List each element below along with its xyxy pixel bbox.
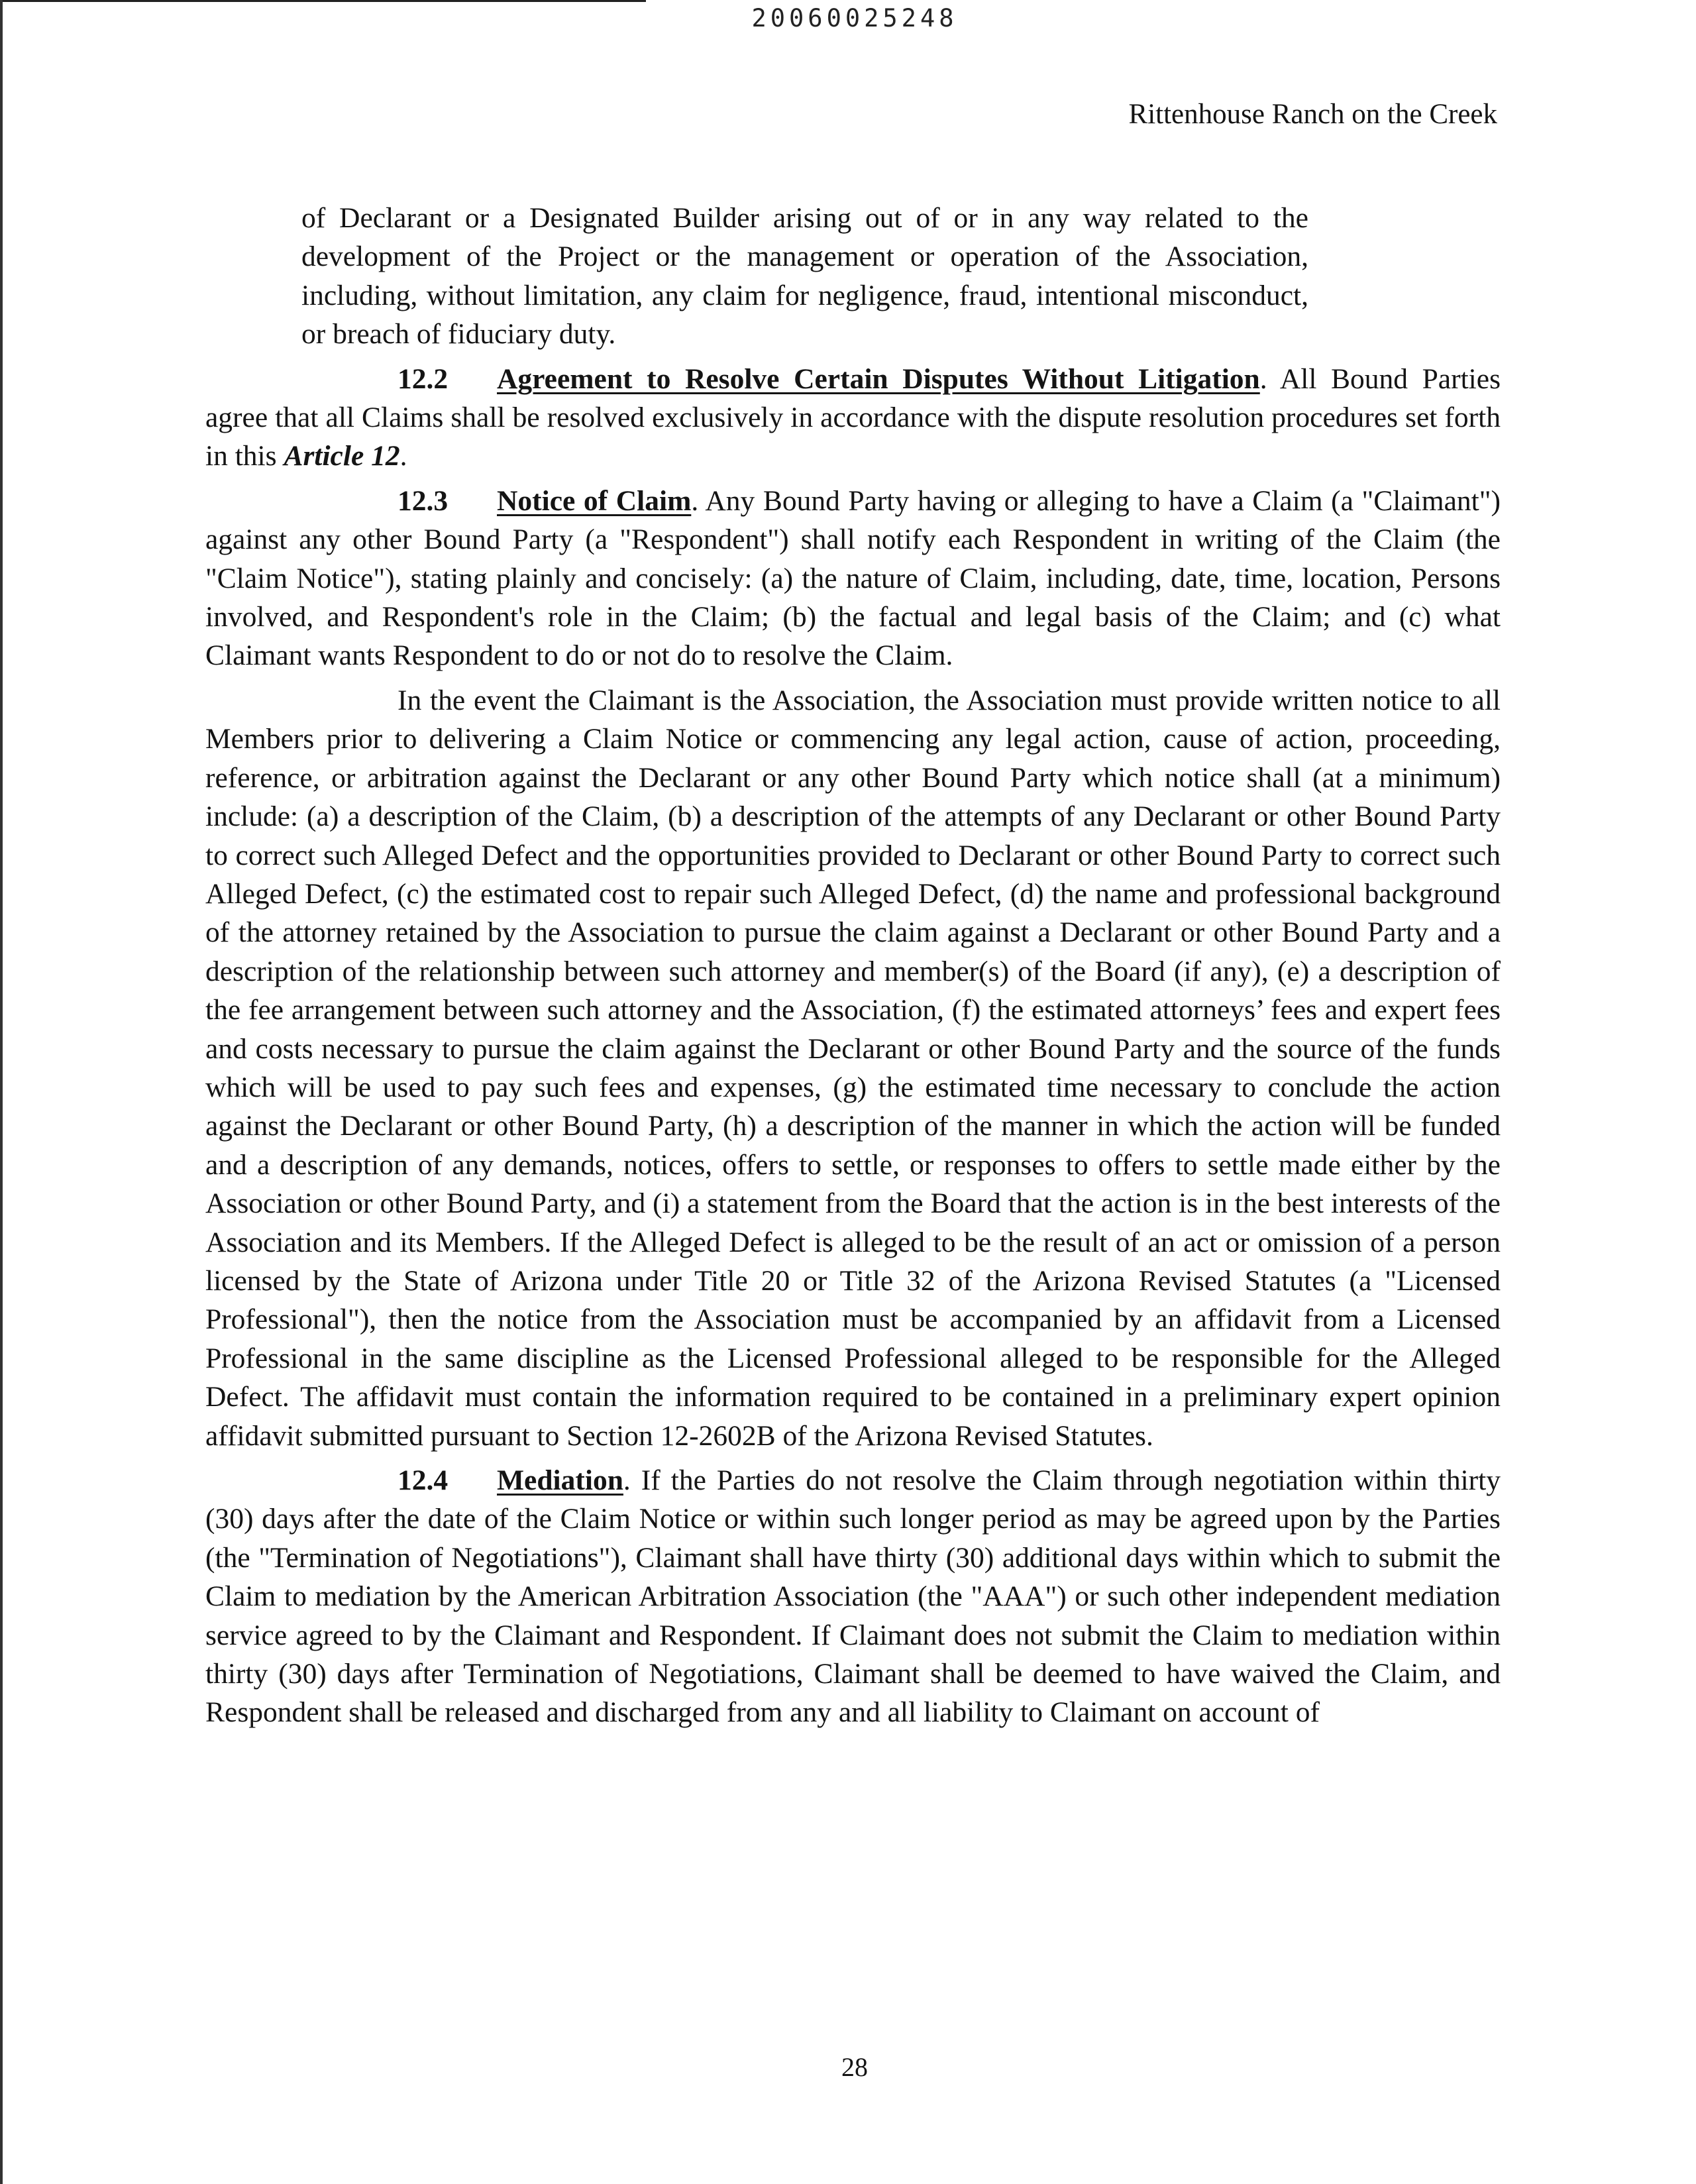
association-paragraph	[205, 681, 1501, 1455]
section-12-4	[205, 1461, 1501, 1732]
continuation-paragraph: of Declarant or a Designated Builder arising out of or in any way related to the development of the Project or the management or operation of the Association, including, without limitation, any claim for negligence, fraud, intentional misconduct, or breach of fiduciary duty.	[301, 202, 1308, 351]
page-number: 28	[841, 2052, 868, 2082]
article-reference: Article 12	[284, 440, 400, 472]
section-12-2	[205, 360, 1501, 476]
scan-edge-left	[0, 0, 3, 2184]
section-text: . All Bound Parties agree that all Claims shall be resolved exclusively in accordance with the dispute resolution procedures set forth in this	[205, 362, 1501, 472]
section-number: 12.3	[398, 484, 449, 517]
section-title: Notice of Claim	[497, 484, 692, 517]
document-body	[205, 199, 1501, 1738]
section-number: 12.2	[398, 362, 449, 395]
section-text: . If the Parties do not resolve the Claim through negotiation within thirty (30) days after the date of the Claim Notice or within such longer period as may be agreed upon by the Parties (the "Termination of Negotiations"), Claimant shall have thirty (30) additional days within which to submit the Claim to mediation by the American Arbitration Association (the "AAA") or such other independent mediation service agreed to by the Claimant and Respondent. If Claimant does not submit the Claim to mediation within thirty (30) days after Termination of Negotiations, Claimant shall be deemed to have waived the Claim, and Respondent shall be released and discharged from any and all liability to Claimant on account of	[205, 1464, 1501, 1729]
document-number: 20060025248	[751, 4, 958, 32]
paragraph-text: In the event the Claimant is the Association, the Association must provide written notice to all Members prior to delivering a Claim Notice or commencing any legal action, cause of action, proceeding, reference, or arbitration against the Declarant or any other Bound Party which notice shall (at a minimum) include: (a) a description of the Claim, (b) a description of the attempts of any Declarant or other Bound Party to correct such Alleged Defect and the opportunities provided to Declarant or other Bound Party to correct such Alleged Defect, (c) the estimated cost to repair such Alleged Defect, (d) the name and professional background of the attorney retained by the Association to pursue the claim against a Declarant or other Bound Party and a description of the relationship between such attorney and member(s) of the Board (if any), (e) a description of the fee arrangement between such attorney and the Association, (f) the estimated attorneys’ fees and expert fees and costs necessary to pursue the claim against the Declarant or other Bound Party and the source of the funds which will be used to pay such fees and expenses, (g) the estimated time necessary to conclude the action against the Declarant or other Bound Party, (h) a description of the manner in which the action will be funded and a description of any demands, notices, offers to settle, or responses to offers to settle made either by the Association or other Bound Party, and (i) a statement from the Board that the action is in the best interests of the Association and its Members. If the Alleged Defect is alleged to be the result of an act or omission of a person licensed by the State of Arizona under Title 20 or Title 32 of the Arizona Revised Statutes (a "Licensed Professional"), then the notice from the Association must be accompanied by an affidavit from a Licensed Professional in the same discipline as the Licensed Professional alleged to be responsible for the Alleged Defect. The affidavit must contain the information required to be contained in a preliminary expert opinion affidavit submitted pursuant to Section 12-2602B of the Arizona Revised Statutes.	[205, 684, 1501, 1452]
section-12-3	[205, 482, 1501, 675]
section-title: Mediation	[497, 1464, 623, 1496]
section-text: . Any Bound Party having or alleging to have a Claim (a "Claimant") against any other Bound Party (a "Respondent") shall notify each Respondent in writing of the Claim (the "Claim Notice"), stating plainly and concisely: (a) the nature of Claim, including, date, time, location, Persons involved, and Respondent's role in the Claim; (b) the factual and legal basis of the Claim; and (c) what Claimant wants Respondent to do or not do to resolve the Claim.	[205, 484, 1501, 672]
running-header: Rittenhouse Ranch on the Creek	[1128, 99, 1497, 130]
section-title: Agreement to Resolve Certain Disputes Without Litigation	[497, 362, 1260, 395]
section-number: 12.4	[398, 1464, 449, 1496]
scan-edge-top	[0, 0, 646, 2]
section-text-end: .	[399, 440, 407, 472]
